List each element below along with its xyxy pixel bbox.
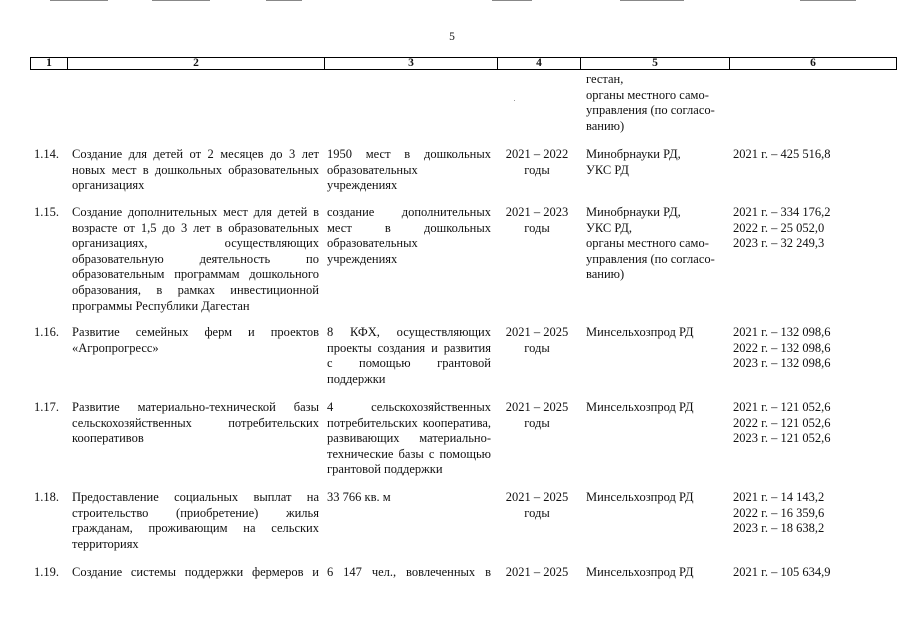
activity-text: Создание дополнительных мест для детей в возрасте от 1,5 до 3 лет в образовательных организациях, осуществляющих образовательную деятельность по образовательным программам дошкольного образования, в рамках инвестиционной программы Республики Дагестан	[72, 205, 319, 313]
period-line: 2021 – 2025	[505, 565, 569, 579]
header-col-5: 5	[652, 57, 658, 69]
period-line: 2021 – 2023	[505, 205, 569, 219]
executor-line: УКС РД,	[586, 220, 633, 235]
executor-line: гестан,	[586, 72, 624, 86]
row-number: 1.16.	[34, 325, 59, 339]
result-text: 1950 мест в дошкольных образовательных учреждениях	[327, 147, 491, 193]
executor-line: ванию)	[586, 267, 625, 282]
top-edge-line	[492, 0, 532, 1]
executor-line: Минсельхозпрод РД	[586, 400, 694, 414]
top-edge-line	[152, 0, 210, 1]
executor-line: УКС РД	[586, 162, 629, 177]
row-number: 1.19.	[34, 565, 59, 579]
funding-cell	[733, 400, 883, 447]
period-cell	[501, 490, 573, 521]
header-col-2: 2	[193, 57, 199, 69]
executor-cell	[586, 205, 726, 283]
funding-cell	[733, 147, 883, 163]
top-edge-line	[800, 0, 856, 1]
executor-line: органы местного само-	[586, 236, 709, 251]
executor-cell	[586, 490, 726, 506]
period-line: годы	[524, 340, 550, 355]
funding-line: 2022 г. – 16 359,6	[733, 505, 825, 520]
executor-line: Минсельхозпрод РД	[586, 490, 694, 504]
funding-line: 2021 г. – 121 052,6	[733, 400, 831, 414]
activity-text: Создание системы поддержки фермеров и	[72, 565, 319, 579]
result-text: 8 КФХ, осуществляющих проекты создания и развития с помощью грантовой поддержки	[327, 325, 491, 386]
executor-line: Минсельхозпрод РД	[586, 565, 694, 579]
funding-cell	[733, 325, 883, 372]
period-cell	[501, 400, 573, 431]
funding-line: 2021 г. – 105 634,9	[733, 565, 831, 579]
period-line: годы	[524, 505, 550, 520]
row-number: 1.15.	[34, 205, 59, 219]
row-number: 1.17.	[34, 400, 59, 414]
period-line: 2021 – 2025	[505, 490, 569, 504]
period-cell	[501, 325, 573, 356]
continuation-executor	[586, 72, 726, 134]
header-col-3: 3	[408, 57, 414, 69]
funding-line: 2023 г. – 132 098,6	[733, 356, 831, 371]
executor-line: Минобрнауки РД,	[586, 147, 681, 161]
period-line: 2021 – 2022	[505, 147, 569, 161]
executor-cell	[586, 400, 726, 416]
activity-text: Создание для детей от 2 месяцев до 3 лет новых мест в дошкольных образовательных организациях	[72, 147, 319, 193]
executor-line: управления (по согласо-	[586, 103, 715, 118]
activity-text: Развитие семейных ферм и проектов «Агропрогресс»	[72, 325, 319, 355]
result-text: 4 сельскохозяйственных потребительских кооператива, развивающих материально-технические базы с помощью грантовой поддержки	[327, 400, 491, 477]
period-cell	[501, 147, 573, 178]
period-line: годы	[524, 162, 550, 177]
top-edge-line	[50, 0, 108, 1]
executor-line: Минсельхозпрод РД	[586, 325, 694, 339]
row-number: 1.18.	[34, 490, 59, 504]
executor-cell	[586, 565, 726, 581]
page-number: 5	[449, 31, 455, 43]
funding-line: 2022 г. – 121 052,6	[733, 415, 831, 430]
funding-line: 2021 г. – 425 516,8	[733, 147, 831, 161]
executor-cell	[586, 147, 726, 178]
header-col-1: 1	[46, 57, 52, 69]
funding-cell	[733, 205, 883, 252]
funding-line: 2022 г. – 132 098,6	[733, 340, 831, 355]
period-line: годы	[524, 415, 550, 430]
period-line: 2021 – 2025	[505, 400, 569, 414]
result-text: 6 147 чел., вовлеченных в	[327, 565, 491, 579]
funding-line: 2021 г. – 334 176,2	[733, 205, 831, 219]
table-header	[30, 57, 897, 70]
scan-speck	[514, 100, 515, 101]
executor-line: управления (по согласо-	[586, 251, 715, 266]
header-col-6: 6	[810, 57, 816, 69]
funding-line: 2022 г. – 25 052,0	[733, 220, 825, 235]
period-line: 2021 – 2025	[505, 325, 569, 339]
executor-line: Минобрнауки РД,	[586, 205, 681, 219]
executor-line: органы местного само-	[586, 87, 709, 102]
executor-cell	[586, 325, 726, 341]
result-text: создание дополнительных мест в дошкольных образовательных учреждениях	[327, 205, 491, 266]
funding-line: 2021 г. – 132 098,6	[733, 325, 831, 339]
row-number: 1.14.	[34, 147, 59, 161]
top-edge-line	[266, 0, 302, 1]
period-cell	[501, 565, 573, 581]
activity-text: Предоставление социальных выплат на строительство (приобретение) жилья гражданам, проживающим на сельских территориях	[72, 490, 319, 551]
funding-cell	[733, 490, 883, 537]
period-line: годы	[524, 220, 550, 235]
executor-line: ванию)	[586, 118, 625, 133]
header-col-4: 4	[536, 57, 542, 69]
activity-text: Развитие материально-технической базы сельскохозяйственных потребительских кооперативов	[72, 400, 319, 446]
top-edge-line	[620, 0, 684, 1]
funding-cell	[733, 565, 883, 581]
result-text: 33 766 кв. м	[327, 490, 391, 504]
funding-line: 2021 г. – 14 143,2	[733, 490, 825, 504]
funding-line: 2023 г. – 121 052,6	[733, 431, 831, 446]
funding-line: 2023 г. – 32 249,3	[733, 236, 825, 251]
period-cell	[501, 205, 573, 236]
funding-line: 2023 г. – 18 638,2	[733, 521, 825, 536]
